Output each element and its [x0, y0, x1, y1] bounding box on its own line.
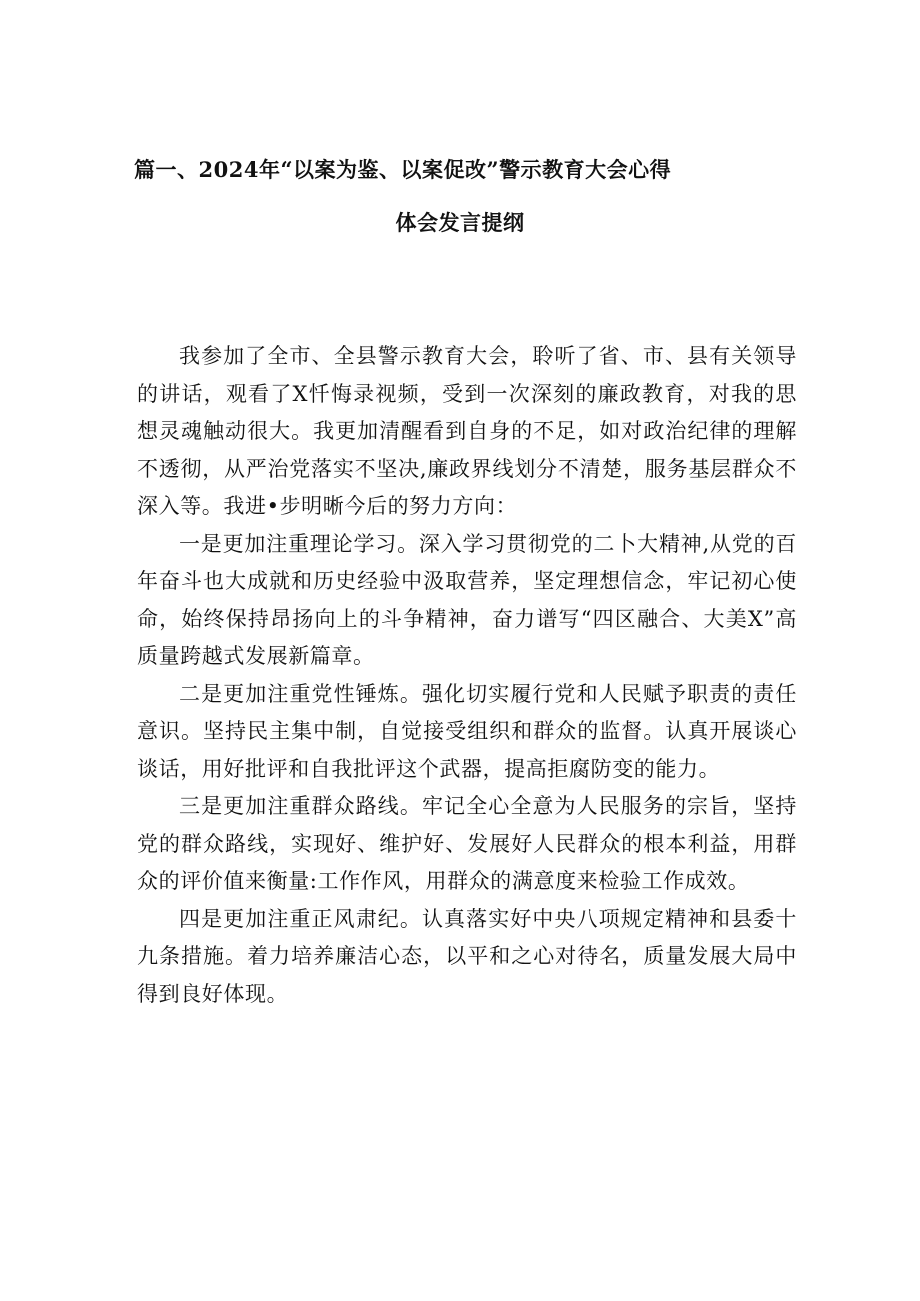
paragraph-point-2: 二是更加注重党性锤炼。强化切实履行党和人民赋予职责的责任意识。坚持民主集中制，自觉接受组织和群众的监督。认真开展谈心谈话，用好批评和自我批评这个武器，提高拒腐防变的能力。 [137, 681, 797, 781]
paragraph-point-4: 四是更加注重正风肃纪。认真落实好中央八项规定精神和县委十九条措施。着力培养廉洁心态，以平和之心对待名，质量发展大局中得到良好体现。 [137, 906, 797, 1006]
paragraph-intro: 我参加了全市、全县警示教育大会，聆听了省、市、县有关领导的讲话，观看了X忏悔录视频，受到一次深刻的廉政教育，对我的思想灵魂触动很大。我更加清醒看到自身的不足，如对政治纪律的理解不透彻，从严治党落实不坚决,廉政界线划分不清楚，服务基层群众不深入等。我进•步明晰今后的努力方向： [137, 344, 797, 518]
paragraph-point-3: 三是更加注重群众路线。牢记全心全意为人民服务的宗旨，坚持党的群众路线，实现好、维护好、发展好人民群众的根本利益，用群众的评价值来衡量:工作作风，用群众的满意度来检验工作成效。 [137, 794, 797, 893]
document-title-line-1: 篇一、2024年“以案为鉴、以案促改”警示教育大会心得 [134, 157, 672, 182]
paragraph-point-1: 一是更加注重理论学习。深入学习贯彻党的二卜大精神,从党的百年奋斗也大成就和历史经验中汲取营养，坚定理想信念，牢记初心使命，始终保持昂扬向上的斗争精神，奋力谱写“四区融合、大美X”高质量跨越式发展新篇章。 [137, 531, 797, 668]
document-title-line-2: 体会发言提纲 [395, 210, 525, 235]
document-body [137, 338, 797, 1013]
